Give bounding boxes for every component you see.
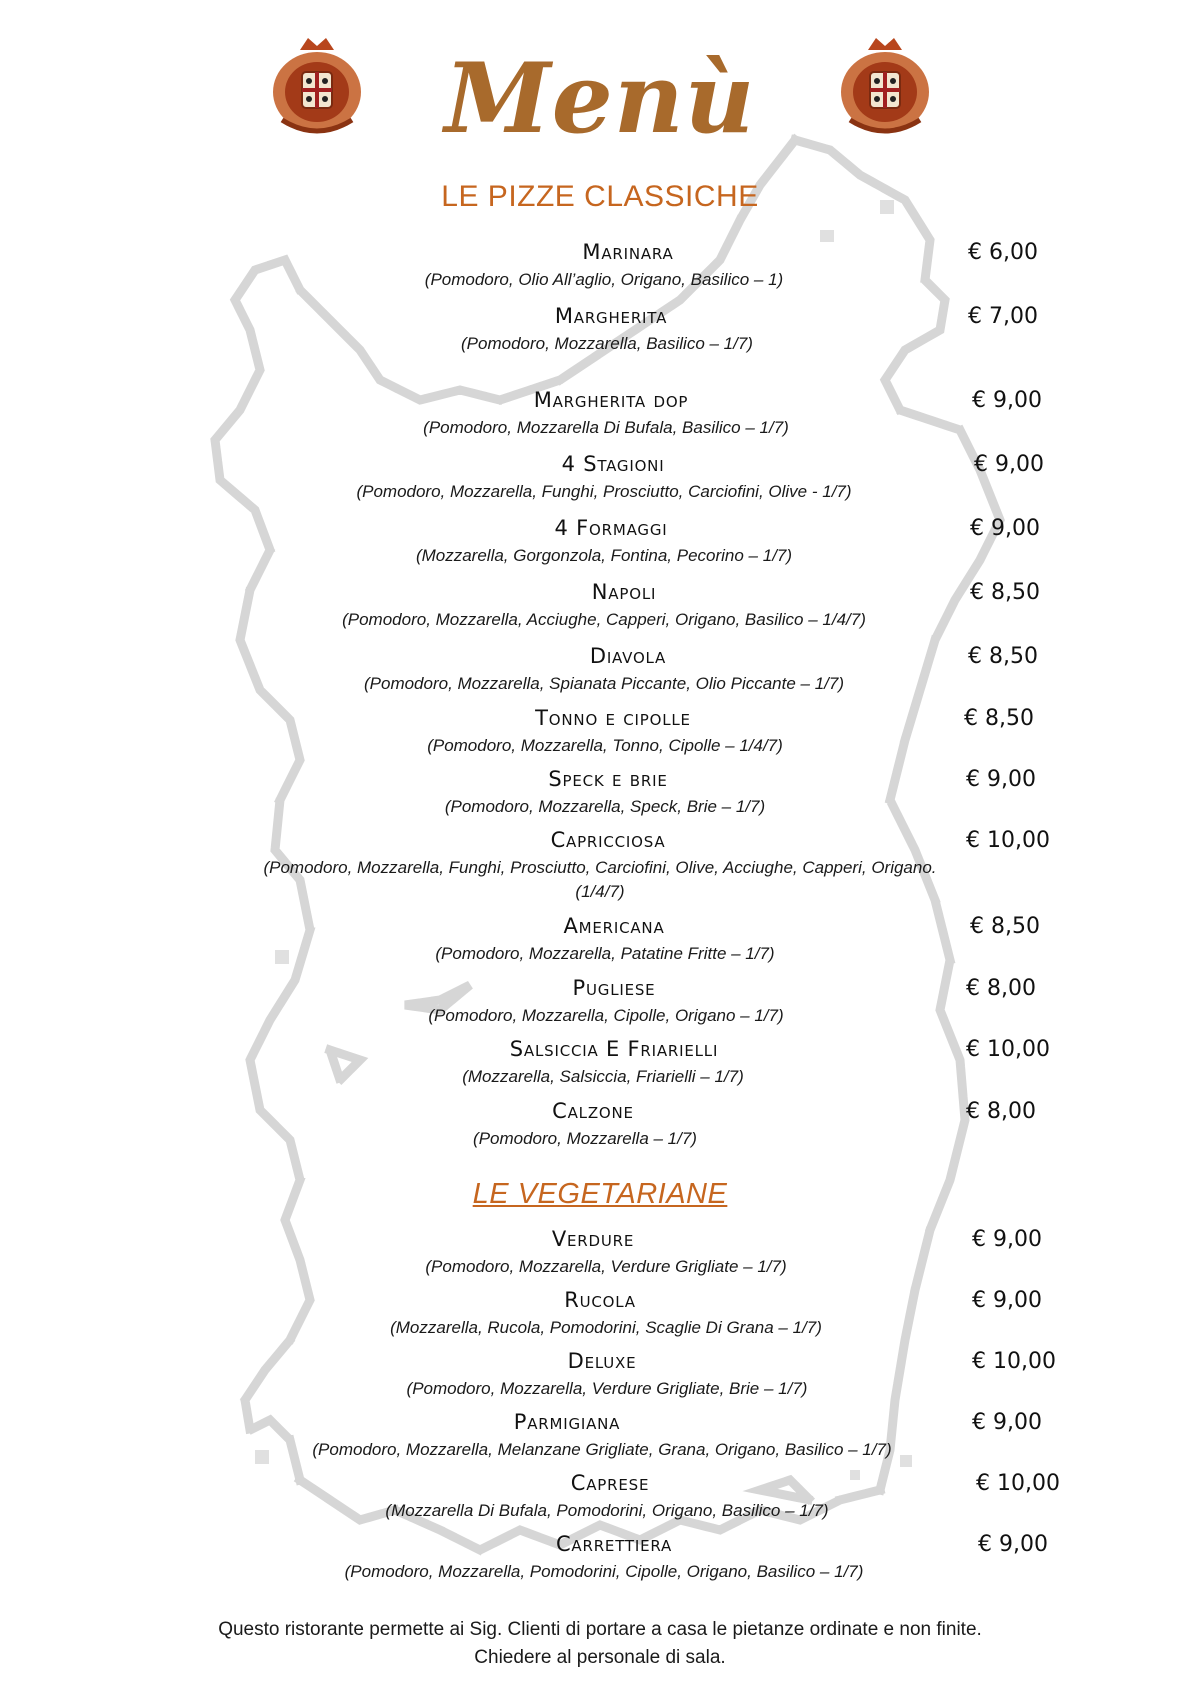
item-description-line2: (1/4/7) <box>575 882 625 901</box>
item-name: Margherita dop <box>533 388 689 412</box>
item-description: (Pomodoro, Mozzarella, Funghi, Prosciutto, Carciofini, Olive, Acciughe, Capperi, Origano. <box>263 858 937 877</box>
item-price: € 8,00 <box>966 1099 1036 1124</box>
item-description: (Pomodoro, Mozzarella Di Bufala, Basilico – 1/7) <box>423 418 789 437</box>
item-price: € 7,00 <box>968 304 1038 329</box>
item-name: Speck e brie <box>548 767 668 791</box>
item-description: (Pomodoro, Mozzarella, Acciughe, Capperi, Origano, Basilico – 1/4/7) <box>342 610 866 629</box>
item-description: (Pomodoro, Mozzarella, Verdure Grigliate, Brie – 1/7) <box>406 1379 808 1398</box>
item-price: € 9,00 <box>972 1410 1042 1435</box>
item-price: € 8,50 <box>970 914 1040 939</box>
section-title-classic: LE PIZZE CLASSICHE <box>441 180 759 213</box>
item-price: € 9,00 <box>970 516 1040 541</box>
item-name: Caprese <box>570 1471 650 1495</box>
item-price: € 9,00 <box>972 388 1042 413</box>
item-description: (Pomodoro, Mozzarella, Verdure Grigliate – 1/7) <box>425 1257 787 1276</box>
item-description: (Mozzarella Di Bufala, Pomodorini, Origano, Basilico – 1/7) <box>385 1501 829 1520</box>
item-name: Napoli <box>591 580 657 604</box>
item-description: (Pomodoro, Mozzarella, Cipolle, Origano – 1/7) <box>428 1006 784 1025</box>
item-name: Capricciosa <box>550 828 666 852</box>
item-price: € 8,50 <box>970 580 1040 605</box>
item-name: Carrettiera <box>555 1532 673 1556</box>
item-name: Americana <box>563 914 665 938</box>
item-price: € 9,00 <box>972 1288 1042 1313</box>
item-name: Tonno e cipolle <box>535 706 691 730</box>
item-name: Diavola <box>589 644 667 668</box>
item-price: € 10,00 <box>966 828 1050 853</box>
item-description: (Pomodoro, Mozzarella, Spianata Piccante, Olio Piccante – 1/7) <box>363 674 845 693</box>
item-description: (Mozzarella, Gorgonzola, Fontina, Pecorino – 1/7) <box>415 546 793 565</box>
footer-note <box>0 1616 1200 1672</box>
item-price: € 9,00 <box>978 1532 1048 1557</box>
item-price: € 10,00 <box>976 1471 1060 1496</box>
item-price: € 10,00 <box>972 1349 1056 1374</box>
item-name: Margherita <box>554 304 668 328</box>
item-description: (Pomodoro, Mozzarella, Patatine Fritte – 1/7) <box>435 944 775 963</box>
item-description: (Pomodoro, Mozzarella, Melanzane Grigliate, Grana, Origano, Basilico – 1/7) <box>312 1440 892 1459</box>
item-name: 4 Stagioni <box>561 452 665 476</box>
item-name: Deluxe <box>567 1349 637 1373</box>
item-description: (Pomodoro, Mozzarella, Basilico – 1/7) <box>461 334 753 353</box>
item-name: 4 Formaggi <box>554 516 668 540</box>
item-price: € 8,50 <box>968 644 1038 669</box>
item-name: Marinara <box>582 240 674 264</box>
item-description: (Mozzarella, Rucola, Pomodorini, Scaglie Di Grana – 1/7) <box>390 1318 822 1337</box>
item-name: Verdure <box>551 1227 635 1251</box>
item-description: (Pomodoro, Mozzarella, Speck, Brie – 1/7) <box>444 797 766 816</box>
menu-title: Menù <box>444 42 756 155</box>
item-name: Salsiccia E Friarielli <box>509 1037 719 1061</box>
item-name: Calzone <box>552 1099 634 1123</box>
item-name: Parmigiana <box>513 1410 621 1434</box>
item-price: € 8,50 <box>964 706 1034 731</box>
item-description: (Pomodoro, Mozzarella, Tonno, Cipolle – 1/4/7) <box>427 736 783 755</box>
footer-line-2: Chiedere al personale di sala. <box>474 1647 726 1668</box>
item-name: Pugliese <box>572 976 656 1000</box>
item-description: (Pomodoro, Mozzarella – 1/7) <box>473 1129 697 1148</box>
item-price: € 9,00 <box>966 767 1036 792</box>
item-description: (Pomodoro, Olio All’aglio, Origano, Basilico – 1) <box>424 270 784 289</box>
item-description: (Pomodoro, Mozzarella, Pomodorini, Cipolle, Origano, Basilico – 1/7) <box>344 1562 864 1581</box>
footer-line-1: Questo ristorante permette ai Sig. Clienti di portare a casa le pietanze ordinate e non finite. <box>218 1619 982 1640</box>
item-price: € 6,00 <box>968 240 1038 265</box>
item-description: (Mozzarella, Salsiccia, Friarielli – 1/7) <box>462 1067 744 1086</box>
item-description: (Pomodoro, Mozzarella, Funghi, Prosciutto, Carciofini, Olive - 1/7) <box>356 482 852 501</box>
item-price: € 9,00 <box>972 1227 1042 1252</box>
item-price: € 10,00 <box>966 1037 1050 1062</box>
section-title-vegetarian: LE VEGETARIANE <box>472 1178 728 1210</box>
item-price: € 9,00 <box>974 452 1044 477</box>
item-name: Rucola <box>564 1288 636 1312</box>
item-price: € 8,00 <box>966 976 1036 1001</box>
